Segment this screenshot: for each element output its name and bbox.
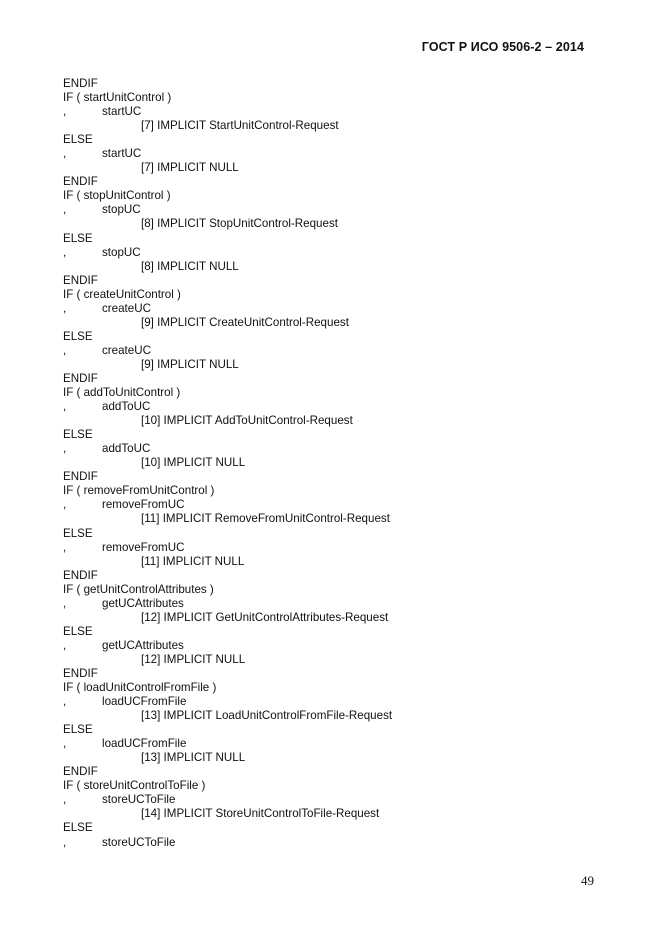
code-line: [63, 302, 603, 316]
code-line: [63, 625, 603, 639]
code-line: [63, 527, 603, 541]
code-line: [63, 428, 603, 442]
code-line: [63, 541, 603, 555]
page-number: 49: [581, 873, 594, 888]
code-line: [63, 583, 603, 597]
code-line-text: stopUC: [102, 203, 141, 217]
code-line: [63, 484, 603, 498]
code-line: [63, 667, 603, 681]
code-line-text: [8] IMPLICIT StopUnitControl-Request: [141, 217, 338, 231]
code-line-comma: ,: [63, 105, 67, 119]
code-line: [63, 836, 603, 850]
code-line: [63, 175, 603, 189]
code-line: [63, 765, 603, 779]
code-line-text: [14] IMPLICIT StoreUnitControlToFile-Request: [141, 807, 380, 821]
code-line-text: [12] IMPLICIT NULL: [141, 652, 246, 666]
code-line-comma: ,: [63, 343, 67, 357]
code-line-text: [12] IMPLICIT GetUnitControlAttributes-Request: [141, 610, 389, 624]
code-line: [63, 414, 603, 428]
code-line-comma: ,: [63, 498, 67, 512]
code-line-text: [9] IMPLICIT CreateUnitControl-Request: [141, 315, 349, 329]
code-line-text: getUCAttributes: [102, 596, 184, 610]
code-line-text: ELSE: [63, 624, 93, 638]
code-line-text: [13] IMPLICIT LoadUnitControlFromFile-Request: [141, 709, 393, 723]
code-line: [63, 737, 603, 751]
code-line-comma: ,: [63, 147, 67, 161]
code-line-text: [10] IMPLICIT NULL: [141, 456, 246, 470]
code-line: [63, 105, 603, 119]
code-line-text: ENDIF: [63, 470, 98, 484]
code-line: [63, 316, 603, 330]
code-line-comma: ,: [63, 638, 67, 652]
code-line-comma: ,: [63, 442, 67, 456]
code-line: [63, 723, 603, 737]
code-line-text: startUC: [102, 105, 142, 119]
code-line-text: ENDIF: [63, 765, 98, 779]
code-line: [63, 217, 603, 231]
code-line: [63, 330, 603, 344]
code-line: [63, 91, 603, 105]
code-line: [63, 512, 603, 526]
code-line: [63, 161, 603, 175]
code-line: [63, 597, 603, 611]
code-line-text: addToUC: [102, 442, 151, 456]
code-line-comma: ,: [63, 835, 67, 849]
code-line: [63, 611, 603, 625]
code-line: [63, 555, 603, 569]
code-line-text: [9] IMPLICIT NULL: [141, 357, 239, 371]
code-line: [63, 133, 603, 147]
code-line: [63, 653, 603, 667]
code-line: [63, 681, 603, 695]
code-line-text: createUC: [102, 301, 151, 315]
code-line-text: IF ( removeFromUnitControl ): [63, 484, 215, 498]
code-line-comma: ,: [63, 203, 67, 217]
code-line: [63, 203, 603, 217]
code-line-text: ELSE: [63, 428, 93, 442]
code-line-text: [11] IMPLICIT RemoveFromUnitControl-Request: [141, 512, 390, 526]
code-line-text: [7] IMPLICIT NULL: [141, 161, 239, 175]
code-line: [63, 232, 603, 246]
code-line-text: removeFromUC: [102, 540, 185, 554]
code-line-text: ENDIF: [63, 273, 98, 287]
code-line-comma: ,: [63, 695, 67, 709]
code-line-comma: ,: [63, 737, 67, 751]
code-line-text: ELSE: [63, 526, 93, 540]
code-line-text: getUCAttributes: [102, 638, 184, 652]
code-line-text: ENDIF: [63, 371, 98, 385]
code-line-text: IF ( addToUnitControl ): [63, 386, 181, 400]
code-line-text: [11] IMPLICIT NULL: [141, 554, 245, 568]
code-line: [63, 695, 603, 709]
code-line: [63, 442, 603, 456]
code-line-text: createUC: [102, 343, 151, 357]
code-line-text: ELSE: [63, 821, 93, 835]
code-line: [63, 470, 603, 484]
code-line: [63, 400, 603, 414]
code-line-text: ENDIF: [63, 77, 98, 90]
code-line-text: ELSE: [63, 133, 93, 147]
code-line: [63, 779, 603, 793]
code-line-comma: ,: [63, 245, 67, 259]
asn1-code-block: [63, 77, 603, 850]
code-line-text: IF ( startUnitControl ): [63, 91, 172, 105]
code-line: [63, 77, 603, 91]
code-line-text: [10] IMPLICIT AddToUnitControl-Request: [141, 414, 353, 428]
code-line-text: ELSE: [63, 231, 93, 245]
document-header: ГОСТ Р ИСО 9506-2 – 2014: [421, 40, 584, 54]
code-line: [63, 189, 603, 203]
code-line-comma: ,: [63, 400, 67, 414]
code-line-text: IF ( createUnitControl ): [63, 287, 181, 301]
code-line-text: ENDIF: [63, 175, 98, 189]
code-line-text: [7] IMPLICIT StartUnitControl-Request: [141, 119, 339, 133]
code-line-text: storeUCToFile: [102, 835, 176, 849]
code-line-comma: ,: [63, 596, 67, 610]
code-line: [63, 709, 603, 723]
code-line: [63, 344, 603, 358]
code-line-text: stopUC: [102, 245, 141, 259]
code-line-text: ENDIF: [63, 568, 98, 582]
code-line: [63, 569, 603, 583]
code-line: [63, 639, 603, 653]
code-line: [63, 119, 603, 133]
code-line: [63, 821, 603, 835]
code-line-text: ENDIF: [63, 666, 98, 680]
code-line-comma: ,: [63, 301, 67, 315]
code-line-text: IF ( loadUnitControlFromFile ): [63, 681, 217, 695]
code-line-text: IF ( storeUnitControlToFile ): [63, 779, 206, 793]
code-line-text: addToUC: [102, 400, 151, 414]
code-line-text: storeUCToFile: [102, 793, 176, 807]
code-line: [63, 456, 603, 470]
code-line: [63, 358, 603, 372]
code-line-text: removeFromUC: [102, 498, 185, 512]
code-line-text: IF ( stopUnitControl ): [63, 189, 171, 203]
code-line: [63, 793, 603, 807]
code-line-text: [13] IMPLICIT NULL: [141, 751, 246, 765]
code-line: [63, 274, 603, 288]
code-line-text: [8] IMPLICIT NULL: [141, 259, 239, 273]
code-line: [63, 807, 603, 821]
code-line: [63, 498, 603, 512]
code-line-text: loadUCFromFile: [102, 695, 187, 709]
code-line: [63, 246, 603, 260]
code-line: [63, 260, 603, 274]
code-line: [63, 372, 603, 386]
code-line-comma: ,: [63, 540, 67, 554]
code-line-text: loadUCFromFile: [102, 737, 187, 751]
code-line: [63, 288, 603, 302]
code-line: [63, 751, 603, 765]
code-line-comma: ,: [63, 793, 67, 807]
code-line-text: ELSE: [63, 329, 93, 343]
code-line-text: startUC: [102, 147, 142, 161]
code-line: [63, 147, 603, 161]
code-line-text: ELSE: [63, 723, 93, 737]
code-line-text: IF ( getUnitControlAttributes ): [63, 582, 214, 596]
code-line: [63, 386, 603, 400]
